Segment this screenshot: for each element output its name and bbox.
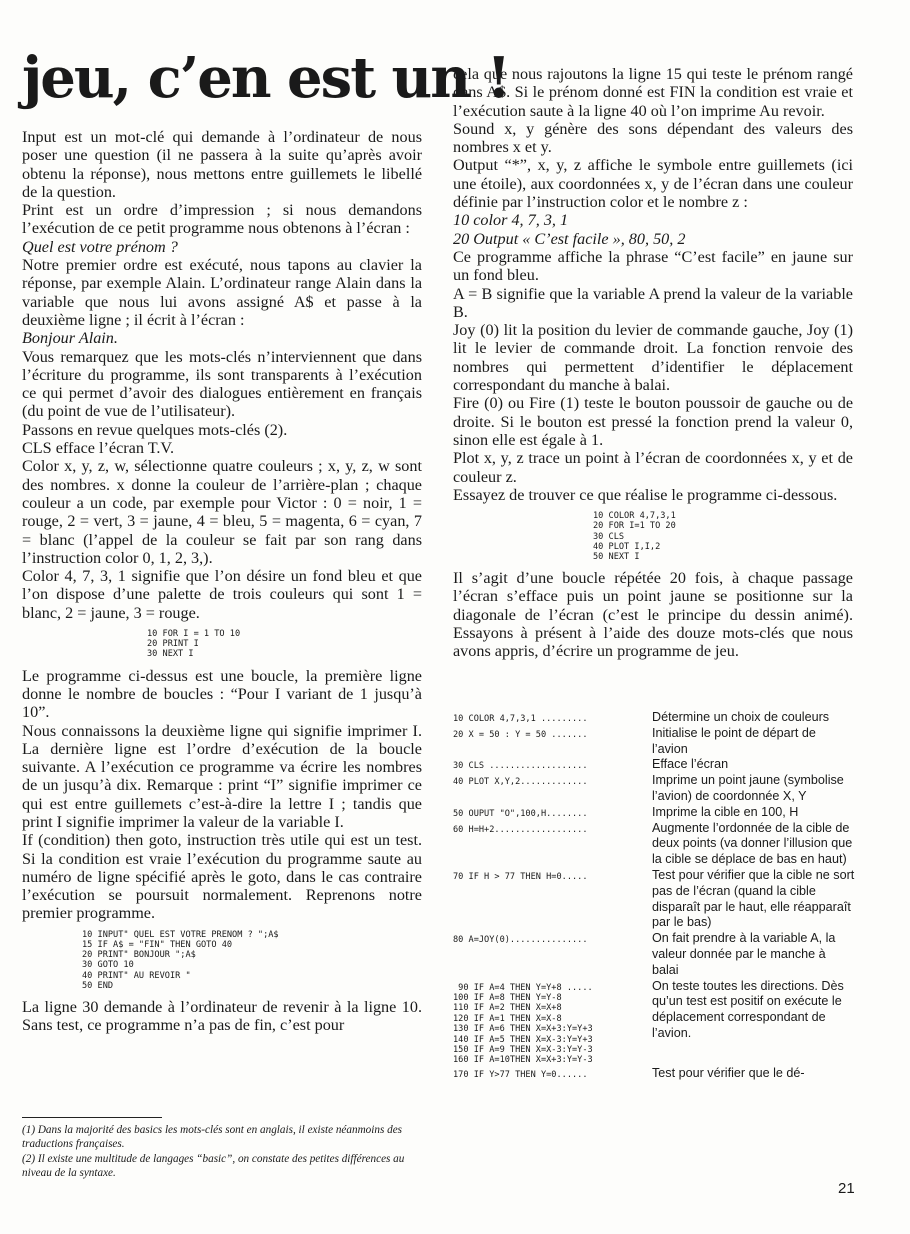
program-line-description: Test pour vérifier que la cible ne sort pas de l’écran (quand la cible disparaît par le haut, elle réapparaît par le bas) [652,867,855,930]
program-line-code: 90 IF A=4 THEN Y=Y+8 ..... 100 IF A=8 THEN Y=Y-8 110 IF A=2 THEN X=X+8 120 IF A=1 THEN X=X-8 130 IF A=6 THEN X=X+3:Y=Y+3 140 IF A=5 THEN X=X-3:Y=Y+3 150 IF A=9 THEN X=X-3:Y=Y-3 160 IF A=10THEN X=X+3:Y=Y-3 [453,982,593,1066]
program-line-description: Augmente l’ordonnée de la cible de deux points (va donner l’illusion que la cible se déplace de bas en haut) [652,820,853,867]
program-line-code: 10 COLOR 4,7,3,1 ......... [453,714,588,724]
paragraph: Bonjour Alain. [22,329,118,348]
paragraph: Quel est votre prénom ? [22,237,178,256]
paragraph: A = B signifie que la variable A prend la valeur de la variable B. [453,284,853,321]
paragraph: Print est un ordre d’impression ; si nous demandons l’exécution de ce petit programme nous obtenons à l’écran : [22,201,422,238]
program-line-description: Test pour vérifier que le dé- [652,1065,805,1080]
program-row [453,821,855,868]
program-line-description: Imprime la cible en 100, H [652,804,799,819]
program-line-code: 40 PLOT X,Y,2............. [453,777,588,788]
program-row [453,979,855,1066]
paragraph: Notre premier ordre est exécuté, nous tapons au clavier la réponse, par exemple Alain. L’ordinateur range Alain dans la variable que nous lui avons assigné A$ et passe à la deuxième ligne ; il écrit à l’écran : [22,256,422,329]
paragraph: Output “*”, x, y, z affiche le symbole entre guillemets (ici une étoile), aux coordonnées x, y de l’écran dans une couleur définie par l’instruction color et le nombre z : [453,156,853,212]
program-row [453,1066,855,1082]
program-row [453,710,855,726]
program-row [453,805,855,821]
program-line-description: Détermine un choix de couleurs [652,710,830,724]
program-line-description: On fait prendre à la variable A, la valeur donnée par le manche à balai [652,931,836,977]
paragraph: Le programme ci-dessus est une boucle, la première ligne donne le nombre de boucles : “Pour I variant de 1 jusqu’à 10”. [22,666,422,722]
program-row [453,868,855,931]
program-row [453,757,855,773]
program-row [453,726,855,758]
program-line-code: 20 X = 50 : Y = 50 ....... [453,729,588,740]
program-line-code: 60 H=H+2.................. [453,824,588,835]
code-listing: 10 COLOR 4,7,3,1 20 FOR I=1 TO 20 30 CLS 40 PLOT I,I,2 50 NEXT I [593,511,676,562]
paragraph: Input est un mot-clé qui demande à l’ordinateur de nous poser une question (il ne passera à la suite qu’après avoir obtenu la réponse), nous mettons entre guillemets le libellé de la question. [22,128,422,201]
right-text-flow [453,65,853,661]
program-line-description: On teste toutes les directions. Dès qu’un test est positif on exécute le déplacement correspondant de l’avion. [652,978,844,1040]
program-row [453,773,855,805]
program-table [453,710,855,1082]
paragraph: 20 Output « C’est facile », 80, 50, 2 [453,229,686,248]
program-line-code: 170 IF Y>77 THEN Y=0...... [453,1069,588,1080]
paragraph: CLS efface l’écran T.V. [22,439,175,458]
paragraph: Essayez de trouver ce que réalise le programme ci-dessous. [453,485,838,504]
paragraph: Color 4, 7, 3, 1 signifie que l’on désire un fond bleu et que l’on dispose d’une palette de trois couleurs qui sont 1 = blanc, 2 = jaune, 3 = rouge. [22,567,422,622]
paragraph: Il s’agit d’une boucle répétée 20 fois, à chaque passage l’écran s’efface puis un point jaune se positionne sur la diagonale de l’écran (c’est le principe du dessin animé). Essayons à présent à l’aide des douze mots-clés que nous avons appris, d’écrire un programme de jeu. [453,569,853,661]
program-line-code: 70 IF H > 77 THEN H=0..... [453,871,588,882]
code-listing: 10 FOR I = 1 TO 10 20 PRINT I 30 NEXT I [147,629,241,660]
page-title: jeu, c’en est un ! [22,45,510,111]
page-number: 21 [838,1180,855,1197]
paragraph: cela que nous rajoutons la ligne 15 qui teste le prénom rangé dans A$. Si le prénom donné est FIN la condition est vraie et l’exécution saute à la ligne 40 où l’on imprime Au revoir. [453,65,853,120]
footnote: (2) Il existe une multitude de langages “basic”, on constate des petites différences au niveau de la syntaxe. [22,1152,405,1180]
paragraph: 10 color 4, 7, 3, 1 [453,211,569,230]
code-listing: 10 INPUT" QUEL EST VOTRE PRENOM ? ";A$ 15 IF A$ = "FIN" THEN GOTO 40 20 PRINT" BONJOUR ";A$ 30 GOTO 10 40 PRINT" AU REVOIR " 50 END [82,929,279,991]
program-line-description: Imprime un point jaune (symbolise l’avion) de coordonnée X, Y [652,773,844,803]
paragraph: Color x, y, z, w, sélectionne quatre couleurs ; x, y, z, w sont des nombres. x donne la couleur de l’arrière-plan ; chaque couleur a un code, par exemple pour Victor : 0 = noir, 1 = rouge, 2 = vert, 3 = jaune, 4 = bleu, 5 = magenta, 6 = cyan, 7 = blanc (l’appel de la couleur se fait par son rang dans l’instruction color 0, 1, 2, 3,). [22,457,422,567]
paragraph: Nous connaissons la deuxième ligne qui signifie imprimer I. La dernière ligne est l’ordre d’exécution de la boucle suivante. A l’exécution ce programme va écrire les nombres de un jusqu’à dix. Remarque : print “I” signifie imprimer ce qui est entre guillemets c’est-à-dire la lettre I ; tandis que print I signifie imprimer la valeur de la variable I. [22,721,422,831]
left-text-flow [22,128,422,1035]
paragraph: If (condition) then goto, instruction très utile qui est un test. Si la condition est vraie l’exécution du programme saute au numéro de ligne spécifié après le goto, dans le cas contraire l’exécution se poursuit normalement. Reprenons notre premier programme. [22,831,422,923]
program-line-code: 30 CLS ................... [453,761,588,772]
program-line-code: 50 OUPUT "O",100,H........ [453,808,588,819]
paragraph: Passons en revue quelques mots-clés (2). [22,420,288,439]
paragraph: Fire (0) ou Fire (1) teste le bouton poussoir de gauche ou de droite. Si le bouton est pressé la fonction prend la valeur 0, sinon elle est égale à 1. [453,394,853,449]
program-row [453,931,855,978]
paragraph: Joy (0) lit la position du levier de commande gauche, Joy (1) lit le levier de commande droit. La fonction renvoie des nombres qui permettent d’identifier le déplacement correspondant du manche à balai. [453,321,853,395]
paragraph: La ligne 30 demande à l’ordinateur de revenir à la ligne 10. Sans test, ce programme n’a pas de fin, c’est pour [22,998,422,1035]
footnote-rule [22,1117,162,1118]
paragraph: Sound x, y génère des sons dépendant des valeurs des nombres x et y. [453,119,853,157]
program-line-code: 80 A=JOY(0)............... [453,935,588,946]
program-line-description: Initialise le point de départ de l’avion [652,725,816,756]
footnotes [22,1117,422,1181]
footnote: (1) Dans la majorité des basics les mots-clés sont en anglais, il existe néanmoins des traductions françaises. [22,1124,403,1151]
paragraph: Vous remarquez que les mots-clés n’interviennent que dans l’écriture du programme, ils sont transparents à l’exécution ce qui permet d’avoir des dialogues entièrement en français (du point de vue de l’utilisateur). [22,347,422,421]
paragraph: Ce programme affiche la phrase “C’est facile” en jaune sur un fond bleu. [453,247,853,285]
paragraph: Plot x, y, z trace un point à l’écran de coordonnées x, y et de couleur z. [453,449,853,486]
program-line-description: Efface l’écran [652,757,729,772]
